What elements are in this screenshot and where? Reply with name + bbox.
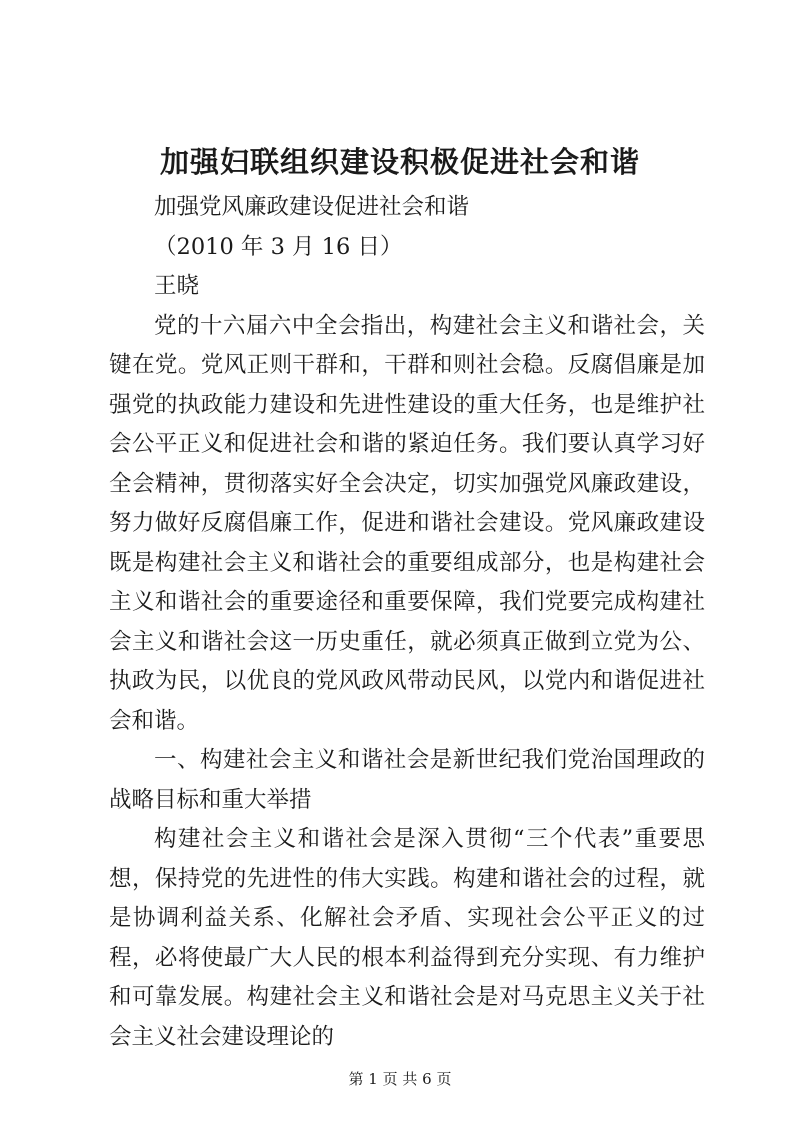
date-line: （2010 年 3 月 16 日） bbox=[154, 233, 403, 260]
subtitle-line: 加强党风廉政建设促进社会和谐 bbox=[154, 194, 470, 220]
body-paragraph: 构建社会主义和谐社会是深入贯彻“三个代表”重要思想，保持党的先进性的伟大实践。构建和谐社会的过程，就是协调利益关系、化解社会矛盾、实现社会公平正义的过程，必将使最广大人民的根本利益得到充分实现、有力维护和可靠发展。构建社会主义和谐社会是对马克思主义关于社会主义社会建设理论的 bbox=[109, 826, 705, 1050]
section-heading: 一、构建社会主义和谐社会是新世纪我们党治国理政的战略目标和重大举措 bbox=[109, 747, 705, 813]
document-title: 加强妇联组织建设积极促进社会和谐 bbox=[159, 145, 640, 179]
body-paragraph: 党的十六届六中全会指出，构建社会主义和谐社会，关键在党。党风正则干群和，干群和则社会稳。反腐倡廉是加强党的执政能力建设和先进性建设的重大任务，也是维护社会公平正义和促进社会和谐的紧迫任务。我们要认真学习好全会精神，贯彻落实好全会决定，切实加强党风廉政建设，努力做好反腐倡廉工作，促进和谐社会建设。党风廉政建设既是构建社会主义和谐社会的重要组成部分，也是构建社会主义和谐社会的重要途径和重要保障，我们党要完成构建社会主义和谐社会这一历史重任，就必须真正做到立党为公、执政为民，以优良的党风政风带动民风，以党内和谐促进社会和谐。 bbox=[109, 312, 705, 734]
document-body bbox=[109, 188, 705, 1057]
author-line: 王晓 bbox=[154, 273, 200, 299]
page-number-footer: 第 1 页 共 6 页 bbox=[348, 1070, 452, 1088]
